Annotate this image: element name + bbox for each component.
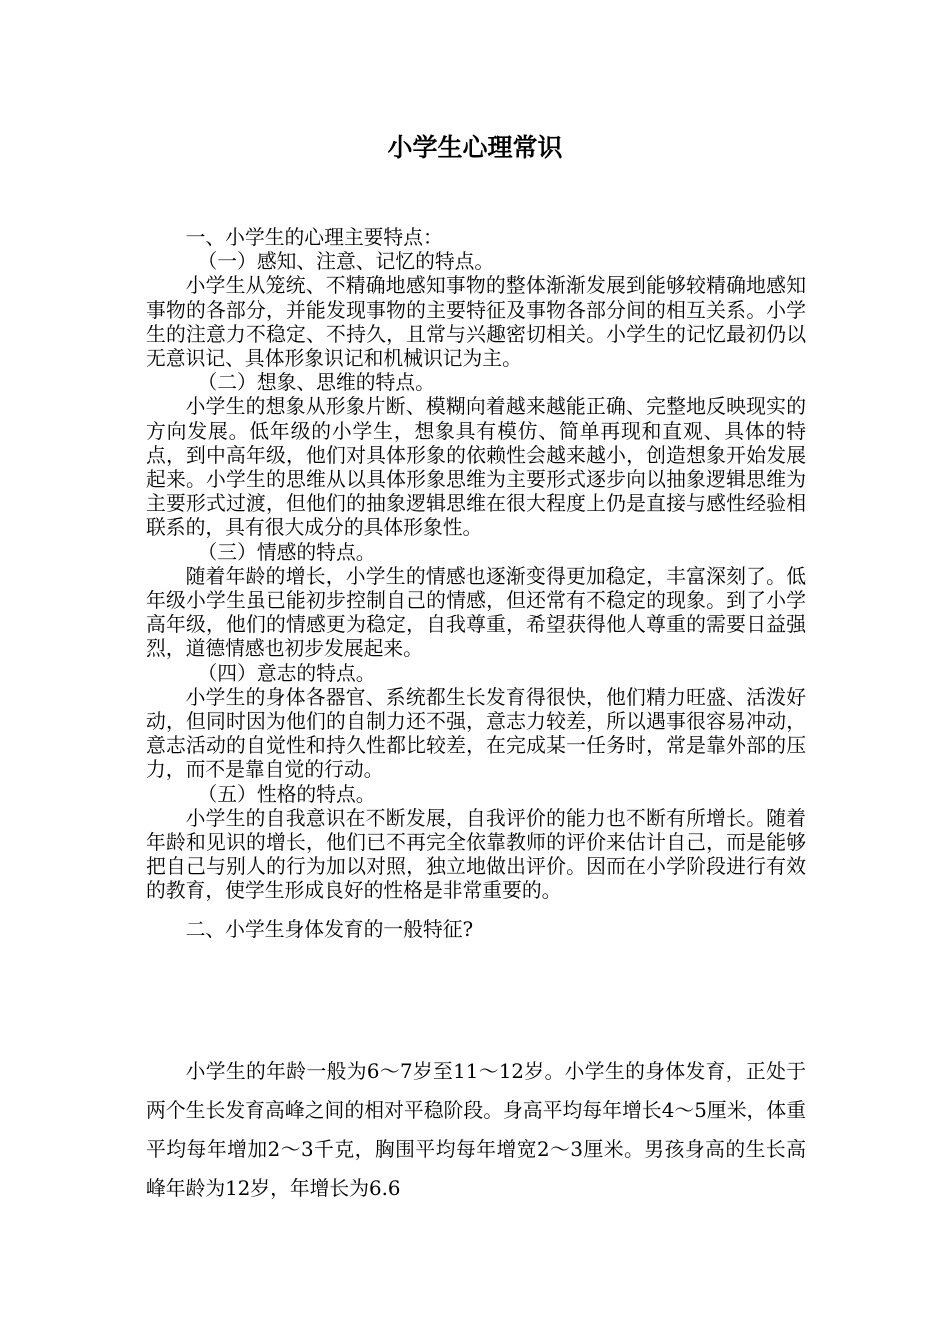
- subsection-heading: （四）意志的特点。: [197, 661, 376, 685]
- subsection-heading: （五）性格的特点。: [197, 782, 376, 806]
- subsection-heading: （一）感知、注意、记忆的特点。: [197, 250, 495, 274]
- paragraph: 小学生从笼统、不精确地感知事物的整体渐渐发展到能够较精确地感知事物的各部分，并能发现事物的主要特征及事物各部分间的相互关系。小学生的注意力不稳定、不持久，且常与兴趣密切相关。小学生的记忆最初仍以无意识记、具体形象识记和机械识记为主。: [146, 274, 806, 371]
- subsection-heading: （三）情感的特点。: [197, 540, 376, 564]
- paragraph: 小学生的自我意识在不断发展，自我评价的能力也不断有所增长。随着年龄和见识的增长，他们已不再完全依靠教师的评价来估计自己，而是能够把自己与别人的行为加以对照，独立地做出评价。因而在小学阶段进行有效的教育，使学生形成良好的性格是非常重要的。: [146, 806, 806, 903]
- section-heading: 一、小学生的心理主要特点：: [185, 226, 443, 249]
- subsection-heading: （二）想象、思维的特点。: [197, 371, 435, 395]
- paragraph: 小学生的想象从形象片断、模糊向着越来越能正确、完整地反映现实的方向发展。低年级的小学生，想象具有模仿、简单再现和直观、具体的特点，到中高年级，他们对具体形象的依赖性会越来越小，创造想象开始发展起来。小学生的思维从以具体形象思维为主要形式逐步向以抽象逻辑思维为主要形式过渡，但他们的抽象逻辑思维在很大程度上仍是直接与感性经验相联系的，具有很大成分的具体形象性。: [146, 395, 806, 540]
- document-body-loose: [146, 1052, 806, 1208]
- document-title: 小学生心理常识: [387, 133, 563, 162]
- paragraph: 随着年龄的增长，小学生的情感也逐渐变得更加稳定，丰富深刻了。低年级小学生虽已能初步控制自己的情感，但还常有不稳定的现象。到了小学高年级，他们的情感更为稳定，自我尊重，希望获得他人尊重的需要日益强烈，道德情感也初步发展起来。: [146, 564, 806, 661]
- section-heading: 二、小学生身体发育的一般特征?: [185, 917, 474, 941]
- paragraph: 小学生的年龄一般为6～7岁至11～12岁。小学生的身体发育，正处于两个生长发育高峰之间的相对平稳阶段。身高平均每年增长4～5厘米，体重平均每年增加2～3千克，胸围平均每年增宽2～3厘米。男孩身高的生长高峰年龄为12岁，年增长为6.6: [146, 1060, 806, 1200]
- document-body: [146, 226, 806, 942]
- paragraph: 小学生的身体各器官、系统都生长发育得很快，他们精力旺盛、活泼好动，但同时因为他们的自制力还不强，意志力较差，所以遇事很容易冲动，意志活动的自觉性和持久性都比较差，在完成某一任务时，常是靠外部的压力，而不是靠自觉的行动。: [146, 685, 806, 782]
